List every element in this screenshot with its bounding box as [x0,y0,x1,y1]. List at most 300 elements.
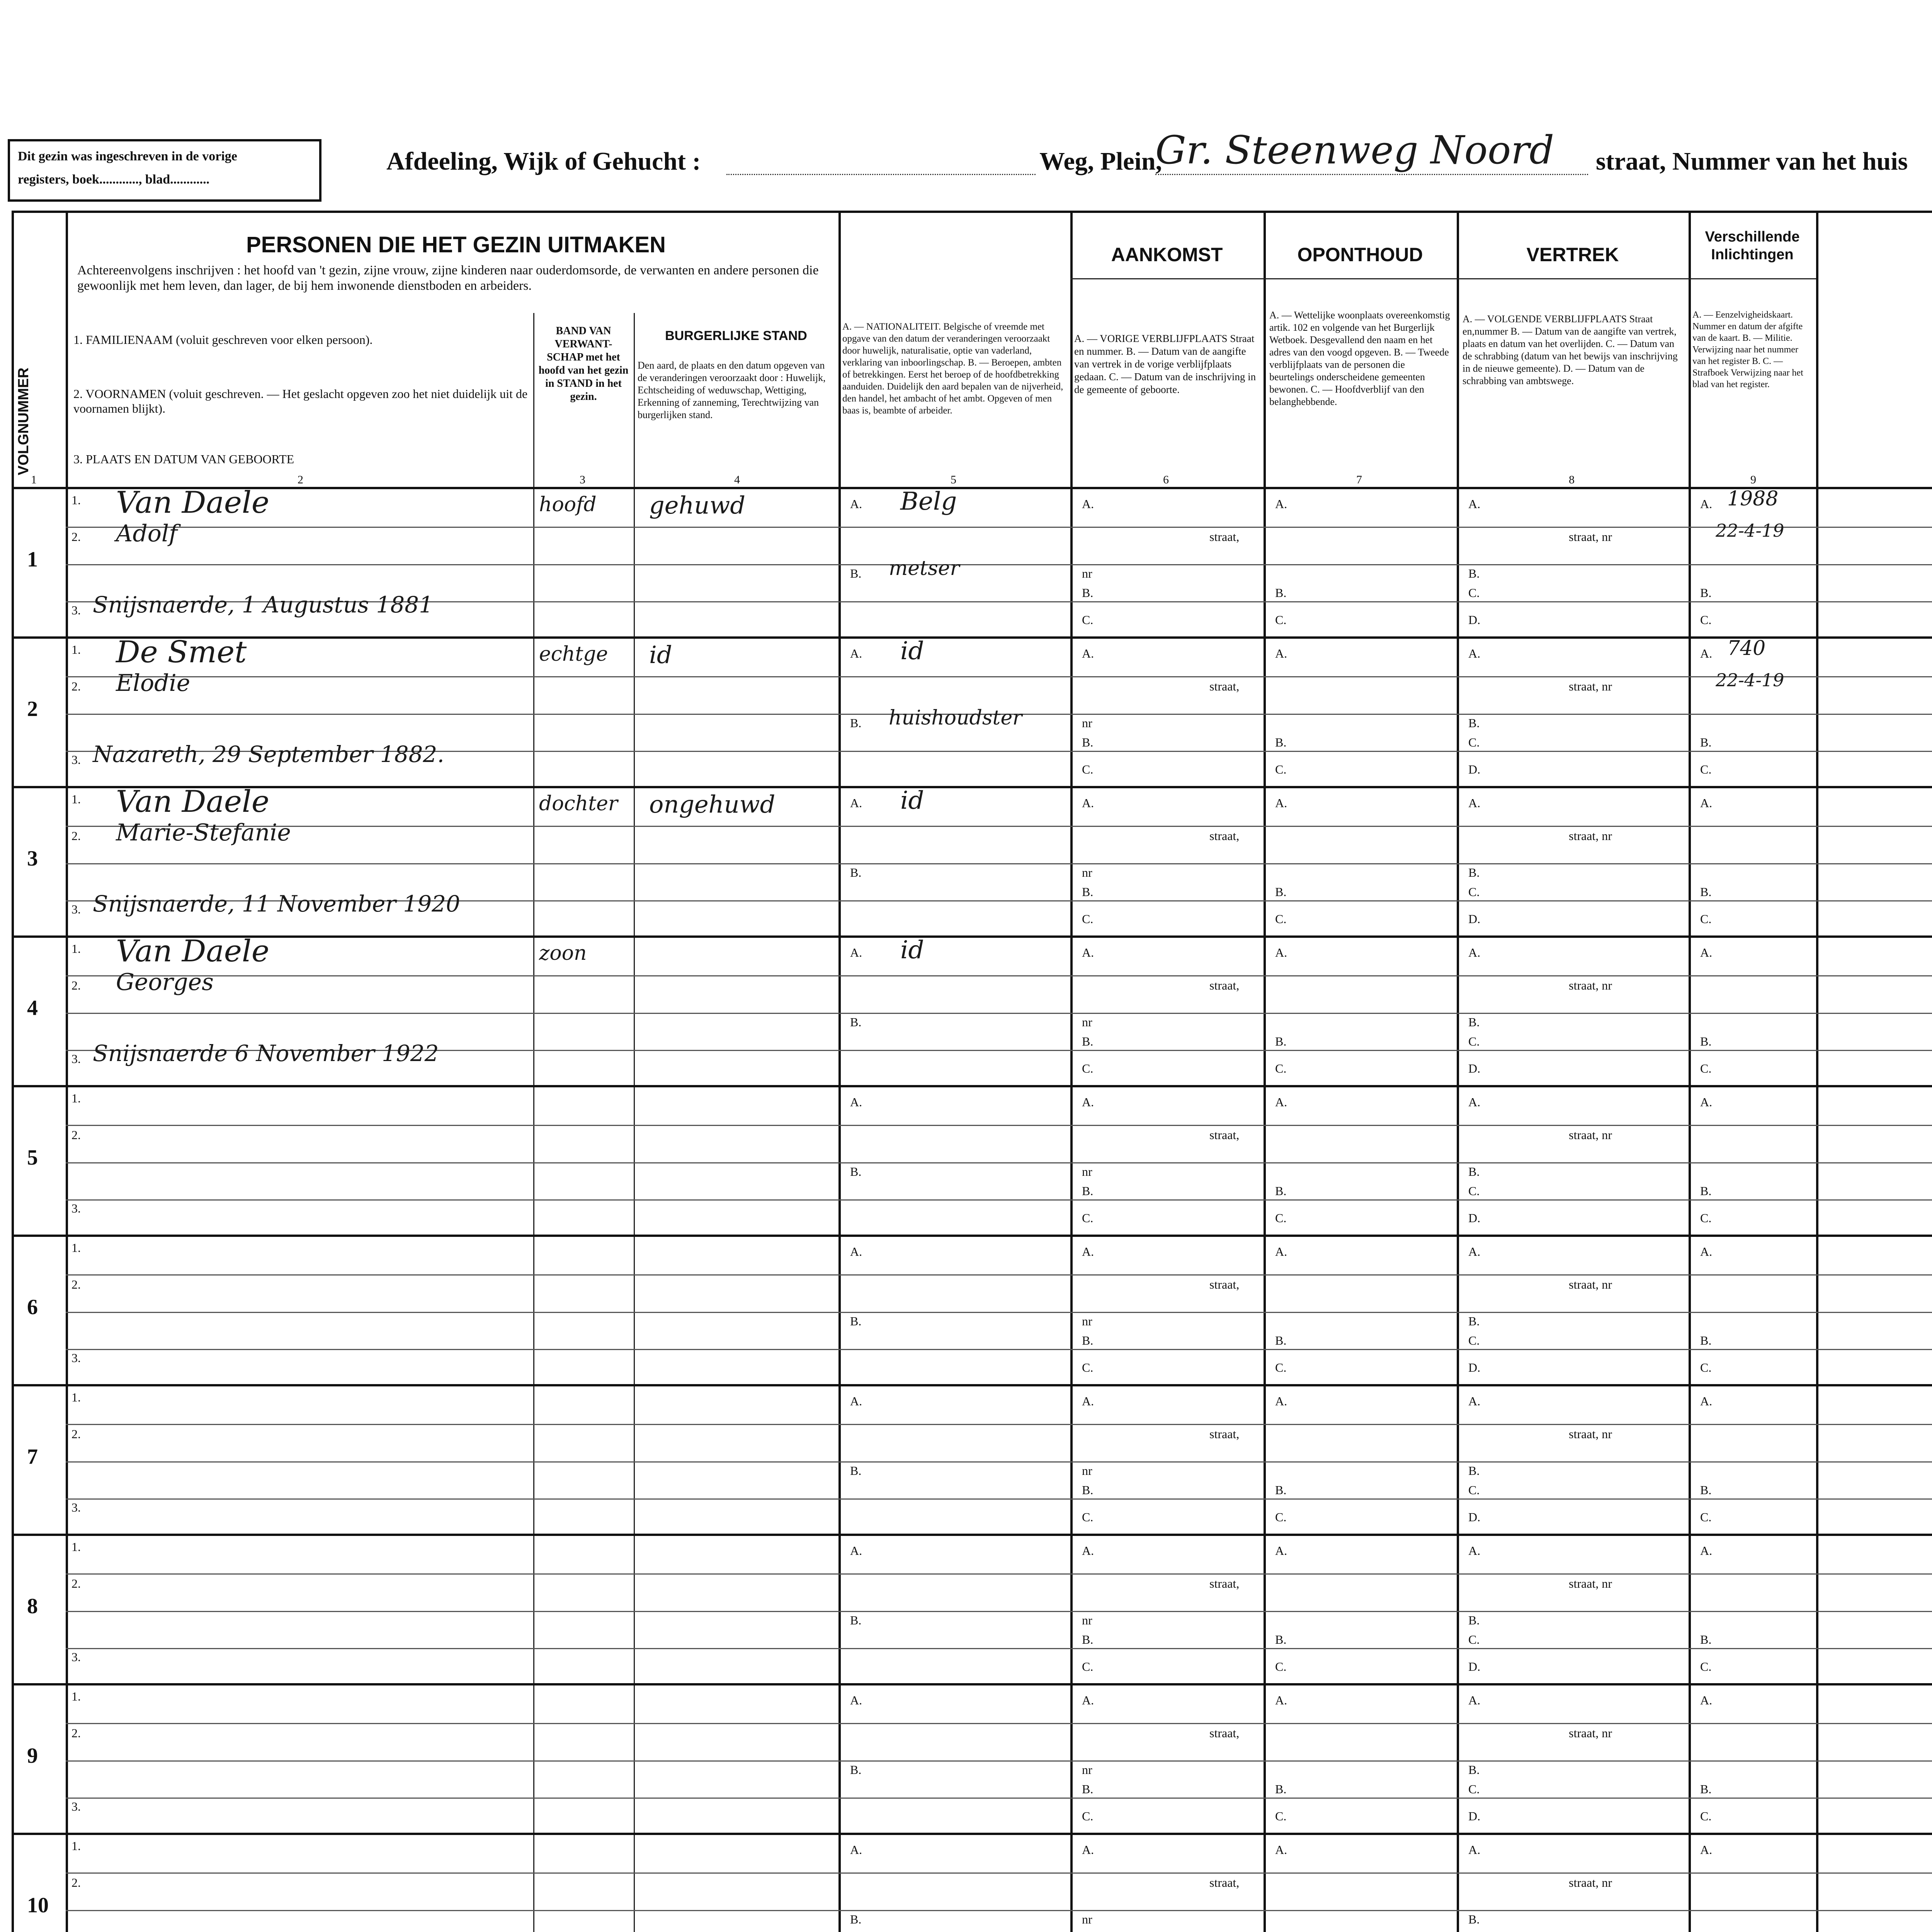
row-subline [66,527,1932,528]
vertrek-label-d: D. [1468,1061,1481,1075]
aankomst-label-nr: nr [1082,1613,1092,1627]
line-label-1: 1. [71,493,81,507]
kaart-datum-value: 22-4-19 [1716,520,1784,541]
versch-label-c: C. [1700,1061,1712,1075]
voornamen-value: Elodie [116,670,190,697]
versch-label-b: B. [1700,1633,1712,1646]
col-line-8 [1689,211,1691,1932]
aankomst-header: AANKOMST [1111,244,1223,265]
oponthoud-label-b: B. [1275,735,1287,749]
aankomst-label-straat: straat, [1209,1577,1240,1590]
kaart-nr-value: 1988 [1727,487,1779,510]
row-subline [66,1312,1932,1313]
volgnummer-header: VOLGNUMMER [15,367,32,475]
vertrek-label-d: D. [1468,1660,1481,1673]
oponthoud-label-a: A. [1275,497,1287,511]
versch-label-a: A. [1700,1544,1713,1558]
versch-label-b: B. [1700,1034,1712,1048]
geboorte-value: Snijsnaerde, 1 Augustus 1881 [93,592,433,618]
vertrek-label-straat: straat, nr [1569,1726,1612,1740]
col-number-9: 9 [1750,473,1756,486]
stand-value: gehuwd [649,491,745,519]
line-label-3: 3. [71,902,81,916]
vertrek-header: VERTREK [1526,244,1619,265]
aankomst-label-c: C. [1082,762,1094,776]
vertrek-label-d: D. [1468,613,1481,627]
nationaliteit-header: A. — NATIONALITEIT. Belgische of vreemde met opgave van den datum der veranderingen veroorzaakt door huwelijk, naturalisatie, optie van vaderland, verklaring van inboorlingschap. B. — Beroepen, ambten of betrekkingen. Eerst het beroep of de hoofdbetrekking aanduiden. Duidelijk den aard bepalen van de nijverheid, den handel, het ambacht of het ambt. Opgeven of men baas is, beambte of arbeider. [842,321,1063,416]
line-label-1: 1. [71,643,81,656]
versch-label-c: C. [1700,1660,1712,1673]
oponthoud-label-b: B. [1275,586,1287,600]
row-subline [66,863,1932,864]
nat-label-a: A. [850,946,862,959]
prev-register-box [8,139,321,202]
aankomst-label-c: C. [1082,1361,1094,1374]
oponthoud-label-b: B. [1275,1782,1287,1796]
line-label-2: 2. [71,1577,81,1590]
band-value: dochter [539,792,618,815]
aankomst-label-a: A. [1082,1245,1094,1259]
straat-label: straat, Nummer van het huis [1596,147,1908,175]
aankomst-label-straat: straat, [1209,530,1240,544]
aankomst-label-c: C. [1082,1211,1094,1225]
volgnummer: 8 [27,1594,38,1618]
nat-label-a: A. [850,1394,862,1408]
nat-label-b: B. [850,1015,862,1029]
oponthoud-label-c: C. [1275,1211,1287,1225]
nat-label-b: B. [850,716,862,730]
vertrek-label-a: A. [1468,1245,1481,1259]
aankomst-label-straat: straat, [1209,978,1240,992]
aankomst-label-a: A. [1082,1693,1094,1707]
line-label-2: 2. [71,829,81,843]
voornamen-header: 2. VOORNAMEN (voluit geschreven. — Het geslacht opgeven zoo het niet duidelijk uit de voornamen blijkt). [73,387,528,415]
aankomst-label-straat: straat, [1209,1876,1240,1889]
volgnummer: 2 [27,697,38,721]
nationaliteit-value: id [900,637,924,665]
oponthoud-label-a: A. [1275,946,1287,959]
familienaam-value: De Smet [116,635,247,670]
aankomst-label-straat: straat, [1209,1277,1240,1291]
band-value: hoofd [539,493,597,516]
oponthoud-label-c: C. [1275,1361,1287,1374]
row-subline [66,1798,1932,1799]
col-number-2: 2 [298,473,303,486]
versch-label-b: B. [1700,586,1712,600]
aankomst-label-nr: nr [1082,1763,1092,1777]
vertrek-label-a: A. [1468,946,1481,959]
row-subline [66,1013,1932,1014]
volgnummer: 5 [27,1146,38,1170]
line-label-1: 1. [71,1839,81,1853]
nat-label-b: B. [850,1165,862,1179]
row-subline [66,1199,1932,1201]
line-label-3: 3. [71,1650,81,1664]
oponthoud-label-c: C. [1275,762,1287,776]
versch-label-b: B. [1700,1782,1712,1796]
aankomst-label-straat: straat, [1209,1128,1240,1142]
row-divider [12,1235,1932,1237]
versch-label-c: C. [1700,613,1712,627]
beroep-value: metser [889,557,960,580]
nat-label-a: A. [850,796,862,810]
nat-label-a: A. [850,646,862,660]
nat-label-b: B. [850,1613,862,1627]
versch-label-c: C. [1700,1211,1712,1225]
versch-label-b: B. [1700,1184,1712,1198]
familienaam-value: Van Daele [116,934,270,969]
aankomst-label-straat: straat, [1209,1427,1240,1441]
line-label-3: 3. [71,1799,81,1813]
vertrek-label-c: C. [1468,1034,1480,1048]
voornamen-value: Georges [116,969,214,996]
vertrek-label-b: B. [1468,1464,1480,1478]
row-subline [66,975,1932,976]
vertrek-label-b: B. [1468,716,1480,730]
line-label-3: 3. [71,753,81,767]
line-label-2: 2. [71,1277,81,1291]
aankomst-label-b: B. [1082,1633,1094,1646]
line-label-2: 2. [71,1876,81,1889]
line-label-1: 1. [71,1241,81,1255]
oponthoud-label-a: A. [1275,1095,1287,1109]
line-label-3: 3. [71,1500,81,1514]
line-label-1: 1. [71,792,81,806]
row-divider [12,1833,1932,1835]
oponthoud-header: OPONTHOUD [1297,244,1423,265]
row-subline [66,564,1932,565]
geboorte-value: Snijsnaerde 6 November 1922 [93,1040,439,1066]
vertrek-label-c: C. [1468,1633,1480,1646]
col-line-6 [1264,211,1266,1932]
personen-title: PERSONEN DIE HET GEZIN UITMAKEN [246,232,666,257]
volgnummer: 1 [27,548,38,571]
row-subline [66,1125,1932,1126]
aankomst-label-c: C. [1082,1061,1094,1075]
row-subline [66,1760,1932,1762]
versch-label-c: C. [1700,912,1712,926]
vertrek-label-b: B. [1468,866,1480,879]
afdeeling-dotline [726,174,1036,176]
aankomst-label-b: B. [1082,735,1094,749]
row-subline [66,1648,1932,1649]
row-subline [66,1872,1932,1874]
line-label-2: 2. [71,530,81,544]
vertrek-label-c: C. [1468,1782,1480,1796]
col-line-7 [1457,211,1459,1932]
geboorte-value: Snijsnaerde, 11 November 1920 [93,891,460,917]
versch-label-a: A. [1700,1693,1713,1707]
plaats-header: 3. PLAATS EN DATUM VAN GEBOORTE [73,452,294,466]
band-value: echtge [539,643,608,666]
verschillende-header: Verschillende Inlichtingen [1705,229,1800,263]
row-divider [12,1384,1932,1386]
line-label-1: 1. [71,1540,81,1554]
versch-label-c: C. [1700,1809,1712,1823]
versch-label-a: A. [1700,946,1713,959]
oponthoud-label-a: A. [1275,646,1287,660]
familienaam-header: 1. FAMILIENAAM (voluit geschreven voor elken persoon). [73,333,373,347]
row-divider [12,935,1932,938]
oponthoud-label-b: B. [1275,885,1287,899]
header-bottom-line [12,487,1932,489]
line-label-2: 2. [71,1726,81,1740]
aankomst-desc: A. — VORIGE VERBLIJFPLAATS Straat en nummer. B. — Datum van de aangifte van vertrek in de vorige verblijfplaats gedaan. C. — Datum van de inschrijving in de gemeente of geboorte. [1074,333,1256,395]
vertrek-label-a: A. [1468,497,1481,511]
kaart-datum-value: 22-4-19 [1716,670,1784,690]
aankomst-label-b: B. [1082,885,1094,899]
aankomst-label-b: B. [1082,586,1094,600]
beroep-value: huishoudster [889,706,1022,730]
vertrek-label-c: C. [1468,1483,1480,1497]
aankomst-label-nr: nr [1082,1912,1092,1926]
row-subline [66,1573,1932,1575]
oponthoud-label-c: C. [1275,1809,1287,1823]
vertrek-label-straat: straat, nr [1569,530,1612,544]
aankomst-label-b: B. [1082,1782,1094,1796]
oponthoud-label-b: B. [1275,1633,1287,1646]
line-label-2: 2. [71,679,81,693]
vertrek-label-straat: straat, nr [1569,1427,1612,1441]
oponthoud-label-a: A. [1275,1394,1287,1408]
col-line-2 [533,313,534,1932]
nat-label-b: B. [850,1912,862,1926]
oponthoud-label-c: C. [1275,1061,1287,1075]
row-subline [66,1349,1932,1350]
aankomst-label-a: A. [1082,796,1094,810]
line-label-3: 3. [71,603,81,617]
row-subline [66,1162,1932,1163]
aankomst-label-b: B. [1082,1184,1094,1198]
vertrek-label-a: A. [1468,1843,1481,1857]
aankomst-label-nr: nr [1082,1165,1092,1179]
vertrek-label-b: B. [1468,566,1480,580]
volgnummer: 9 [27,1744,38,1768]
versch-label-c: C. [1700,1510,1712,1524]
col-number-3: 3 [580,473,585,486]
col-line-4 [838,211,841,1932]
row-subline [66,1498,1932,1500]
aankomst-label-straat: straat, [1209,1726,1240,1740]
vertrek-label-d: D. [1468,1510,1481,1524]
vertrek-label-straat: straat, nr [1569,1128,1612,1142]
nat-label-b: B. [850,566,862,580]
nat-label-b: B. [850,1763,862,1777]
oponthoud-label-b: B. [1275,1333,1287,1347]
line-label-1: 1. [71,1390,81,1404]
col-number-5: 5 [951,473,956,486]
nat-label-a: A. [850,1693,862,1707]
nat-label-a: A. [850,1843,862,1857]
voornamen-value: Marie-Stefanie [116,819,291,846]
aankomst-label-nr: nr [1082,1314,1092,1328]
oponthoud-label-b: B. [1275,1483,1287,1497]
col-number-6: 6 [1163,473,1169,486]
aankomst-label-a: A. [1082,646,1094,660]
prev-register-line2: registers, boek............, blad............ [18,172,210,187]
volgnummer: 4 [27,996,38,1020]
line-label-2: 2. [71,1128,81,1142]
nat-label-a: A. [850,1544,862,1558]
col-number-1: 1 [31,473,37,486]
vertrek-desc: A. — VOLGENDE VERBLIJFPLAATS Straat en,nummer B. — Datum van de aangifte van vertrek, plaats en datum van het overlijden. C. — Datum van de schrabbing (datum van het bewijs van inschrijving in de nieuwe gemeente). D. — Datum van de schrabbing van ambtswege. [1463,313,1678,386]
row-divider [12,1534,1932,1536]
vertrek-label-d: D. [1468,912,1481,926]
versch-label-b: B. [1700,735,1712,749]
aankomst-label-straat: straat, [1209,679,1240,693]
vertrek-label-straat: straat, nr [1569,1876,1612,1889]
aankomst-label-a: A. [1082,1394,1094,1408]
stand-value: ongehuwd [649,790,776,818]
vertrek-label-a: A. [1468,1544,1481,1558]
voornamen-value: Adolf [116,520,178,547]
vertrek-label-straat: straat, nr [1569,679,1612,693]
oponthoud-label-b: B. [1275,1184,1287,1198]
vertrek-label-d: D. [1468,1809,1481,1823]
band-header: BAND VAN VERWANT-SCHAP met het hoofd van het gezin in STAND in het gezin. [538,325,629,403]
versch-label-a: A. [1700,1245,1713,1259]
nat-label-a: A. [850,1095,862,1109]
col-line-5 [1070,211,1073,1932]
row-subline [66,1910,1932,1911]
personen-desc: Achtereenvolgens inschrijven : het hoofd van 't gezin, zijne vrouw, zijne kinderen naar ouderdomsorde, de verwanten en andere personen die gewoonlijk met hem leven, dan lager, de bij hem inwonende dienstboden en arbeiders. [77,263,819,293]
row-divider [12,1683,1932,1685]
nat-label-b: B. [850,866,862,879]
vertrek-label-straat: straat, nr [1569,978,1612,992]
col-number-4: 4 [734,473,740,486]
row-divider [12,786,1932,788]
aankomst-label-a: A. [1082,1095,1094,1109]
oponthoud-label-a: A. [1275,1544,1287,1558]
familienaam-value: Van Daele [116,485,270,520]
oponthoud-label-c: C. [1275,1510,1287,1524]
vertrek-label-b: B. [1468,1314,1480,1328]
oponthoud-label-a: A. [1275,1843,1287,1857]
aankomst-label-nr: nr [1082,716,1092,730]
weg-value: Gr. Steenweg Noord [1155,128,1554,173]
line-label-3: 3. [71,1351,81,1365]
vertrek-label-a: A. [1468,1693,1481,1707]
col-number-7: 7 [1356,473,1362,486]
row-divider [12,636,1932,639]
col-number-8: 8 [1569,473,1575,486]
vertrek-label-straat: straat, nr [1569,1577,1612,1590]
vertrek-label-a: A. [1468,1095,1481,1109]
stand-value: id [649,641,672,669]
aankomst-label-a: A. [1082,1843,1094,1857]
row-subline [66,676,1932,677]
aankomst-label-straat: straat, [1209,829,1240,843]
vertrek-label-b: B. [1468,1015,1480,1029]
nat-label-b: B. [850,1464,862,1478]
nat-label-a: A. [850,497,862,511]
versch-label-a: A. [1700,497,1713,511]
versch-label-b: B. [1700,1483,1712,1497]
oponthoud-label-b: B. [1275,1034,1287,1048]
aankomst-label-b: B. [1082,1483,1094,1497]
aankomst-label-nr: nr [1082,1015,1092,1029]
oponthoud-label-a: A. [1275,1693,1287,1707]
aankomst-label-c: C. [1082,1660,1094,1673]
burgerlijke-header: BURGERLIJKE STAND [665,328,807,343]
line-label-1: 1. [71,942,81,956]
nationaliteit-value: id [900,786,924,815]
aankomst-label-nr: nr [1082,566,1092,580]
verschillende-desc: A. — Eenzelvigheidskaart. Nummer en datum der afgifte van de kaart. B. — Militie. Verwijzing naar het nummer van het register B. C. — Strafboek Verwijzing naar het blad van het register. [1692,310,1803,389]
aankomst-label-nr: nr [1082,1464,1092,1478]
vertrek-label-a: A. [1468,796,1481,810]
versch-label-c: C. [1700,1361,1712,1374]
burgerlijke-desc: Den aard, de plaats en den datum opgeven van de veranderingen veroorzaakt door : Huwelijk, Echtscheiding of weduwschap, Wettiging, Erkenning of zanneming, Terechtwijzing van burgerlijken stand. [638,360,826,420]
row-subline [66,1274,1932,1276]
col-line-3 [634,313,635,1932]
volgnummer: 3 [27,847,38,871]
vertrek-label-c: C. [1468,885,1480,899]
geboorte-value: Nazareth, 29 September 1882. [93,741,444,767]
vertrek-label-b: B. [1468,1912,1480,1926]
versch-label-a: A. [1700,1095,1713,1109]
vertrek-label-d: D. [1468,1361,1481,1374]
vertrek-label-a: A. [1468,1394,1481,1408]
nationaliteit-value: Belg [900,487,957,516]
row-subline [66,826,1932,827]
aankomst-label-a: A. [1082,946,1094,959]
line-label-3: 3. [71,1201,81,1215]
main-table [12,211,1932,1932]
nat-label-a: A. [850,1245,862,1259]
line-label-2: 2. [71,978,81,992]
line-label-2: 2. [71,1427,81,1441]
afdeeling-label: Afdeeling, Wijk of Gehucht : [386,147,701,175]
vertrek-label-d: D. [1468,762,1481,776]
aankomst-label-nr: nr [1082,866,1092,879]
oponthoud-desc: A. — Wettelijke woonplaats overeenkomstig artik. 102 en volgende van het Burgerlijk Wetboek. Desgevallend den naam en het adres van den voogd opgeven. B. — Tweede verblijfplaats van de personen die beurtelings onderscheidene gemeenten bewonen. C. — Hoofdverblijf van den belanghebbende. [1269,310,1450,407]
volgnummer: 7 [27,1445,38,1469]
versch-label-a: A. [1700,1843,1713,1857]
line-label-1: 1. [71,1091,81,1105]
row-subline [66,1461,1932,1463]
oponthoud-label-a: A. [1275,1245,1287,1259]
volgnummer: 6 [27,1295,38,1319]
weg-dotline [1155,174,1588,176]
aankomst-label-c: C. [1082,613,1094,627]
aankomst-label-b: B. [1082,1034,1094,1048]
versch-label-a: A. [1700,1394,1713,1408]
oponthoud-label-c: C. [1275,912,1287,926]
oponthoud-label-a: A. [1275,796,1287,810]
aankomst-label-c: C. [1082,1809,1094,1823]
vertrek-label-straat: straat, nr [1569,829,1612,843]
nationaliteit-value: id [900,936,924,964]
vertrek-label-c: C. [1468,1184,1480,1198]
volgnummer: 10 [27,1893,49,1917]
aanmerkingen-header [1820,321,1932,340]
versch-label-a: A. [1700,646,1713,660]
oponthoud-label-c: C. [1275,613,1287,627]
row-subline [66,1424,1932,1425]
vertrek-label-c: C. [1468,1333,1480,1347]
band-value: zoon [539,942,587,965]
versch-label-c: C. [1700,762,1712,776]
row-divider [12,1085,1932,1087]
vertrek-label-b: B. [1468,1165,1480,1179]
nat-label-b: B. [850,1314,862,1328]
line-label-1: 1. [71,1689,81,1703]
vertrek-label-a: A. [1468,646,1481,660]
line-label-3: 3. [71,1052,81,1066]
vertrek-label-c: C. [1468,735,1480,749]
versch-label-a: A. [1700,796,1713,810]
